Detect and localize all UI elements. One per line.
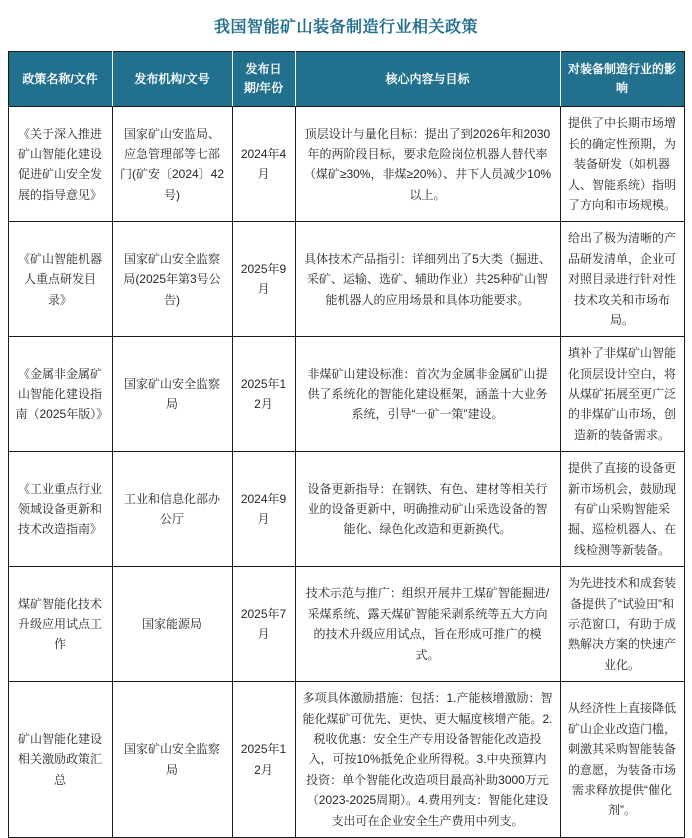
table-header-row — [8, 52, 684, 107]
column-header-industry-impact: 对装备制造行业的影响 — [560, 52, 684, 107]
column-header-issuer: 发布机构/文号 — [112, 52, 232, 107]
table-row — [8, 107, 684, 222]
column-header-policy-name: 政策名称/文件 — [8, 52, 112, 107]
core-content-cell: 具体技术产品指引：详细列出了5大类（掘进、采矿、运输、选矿、辅助作业）共25种矿山智能机器人的应用场景和具体功能要求。 — [295, 222, 560, 337]
table-row — [8, 682, 684, 838]
policy-name-cell: 《金属非金属矿山智能化建设指南（2025年版）》 — [8, 337, 112, 452]
core-content-cell: 设备更新指导：在钢铁、有色、建材等相关行业的设备更新中，明确推动矿山采选设备的智能化、绿色化改造和更新换代。 — [295, 452, 560, 567]
impact-cell: 提供了直接的设备更新市场机会，鼓励现有矿山采购智能采掘、巡检机器人、在线检测等新装备。 — [560, 452, 684, 567]
date-cell: 2024年9月 — [232, 452, 295, 567]
policy-name-cell: 《关于深入推进矿山智能化建设促进矿山安全发展的指导意见》 — [8, 107, 112, 222]
table-row — [8, 337, 684, 452]
date-cell: 2025年12月 — [232, 337, 295, 452]
issuer-cell: 国家矿山安全监察局 — [112, 682, 232, 838]
policy-name-cell: 煤矿智能化技术升级应用试点工作 — [8, 567, 112, 682]
core-content-cell: 顶层设计与量化目标：提出了到2026年和2030年的两阶段目标，要求危险岗位机器人替代率（煤矿≥30%，非煤≥20%）、井下人员减少10%以上。 — [295, 107, 560, 222]
column-header-core-content: 核心内容与目标 — [295, 52, 560, 107]
core-content-cell: 非煤矿山建设标准：首次为金属非金属矿山提供了系统化的智能化建设框架，涵盖十大业务系统，引导“一矿一策”建设。 — [295, 337, 560, 452]
date-cell: 2024年4月 — [232, 107, 295, 222]
date-cell: 2025年12月 — [232, 682, 295, 838]
impact-cell: 为先进技术和成套装备提供了“试验田”和示范窗口，有助于成熟解决方案的快速产业化。 — [560, 567, 684, 682]
policy-name-cell: 《工业重点行业领域设备更新和技术改造指南》 — [8, 452, 112, 567]
issuer-cell: 国家矿山安监局、应急管理部等七部门(矿安〔2024〕42号) — [112, 107, 232, 222]
impact-cell: 填补了非煤矿山智能化顶层设计空白，将从煤矿拓展至更广泛的非煤矿山市场，创造新的装备需求。 — [560, 337, 684, 452]
issuer-cell: 国家矿山安全监察局(2025年第3号公告) — [112, 222, 232, 337]
column-header-date: 发布日期/年份 — [232, 52, 295, 107]
policy-name-cell: 《矿山智能机器人重点研发目录》 — [8, 222, 112, 337]
date-cell: 2025年9月 — [232, 222, 295, 337]
table-row — [8, 222, 684, 337]
impact-cell: 从经济性上直接降低矿山企业改造门槛，刺激其采购智能装备的意愿，为装备市场需求释放提供“催化剂”。 — [560, 682, 684, 838]
issuer-cell: 国家矿山安全监察局 — [112, 337, 232, 452]
core-content-cell: 多项具体激励措施：包括：1.产能核增激励：智能化煤矿可优先、更快、更大幅度核增产能。2.税收优惠：安全生产专用设备智能化改造投入，可按10%抵免企业所得税。3.中央预算内投资：单个智能化改造项目最高补助3000万元（2023-2025周期）。4.费用列支：智能化建设支出可在企业安全生产费用中列支。 — [295, 682, 560, 838]
table-row — [8, 567, 684, 682]
policy-table — [8, 51, 685, 838]
impact-cell: 提供了中长期市场增长的确定性预期，为装备研发（如机器人、智能系统）指明了方向和市场规模。 — [560, 107, 684, 222]
issuer-cell: 工业和信息化部办公厅 — [112, 452, 232, 567]
policy-name-cell: 矿山智能化建设相关激励政策汇总 — [8, 682, 112, 838]
table-row — [8, 452, 684, 567]
core-content-cell: 技术示范与推广：组织开展井工煤矿智能掘进/采煤系统、露天煤矿智能采剥系统等五大方向的技术升级应用试点，旨在形成可推广的模式。 — [295, 567, 560, 682]
impact-cell: 给出了极为清晰的产品研发清单，企业可对照目录进行针对性技术攻关和市场布局。 — [560, 222, 684, 337]
issuer-cell: 国家能源局 — [112, 567, 232, 682]
page-title: 我国智能矿山装备制造行业相关政策 — [213, 19, 478, 36]
date-cell: 2025年7月 — [232, 567, 295, 682]
